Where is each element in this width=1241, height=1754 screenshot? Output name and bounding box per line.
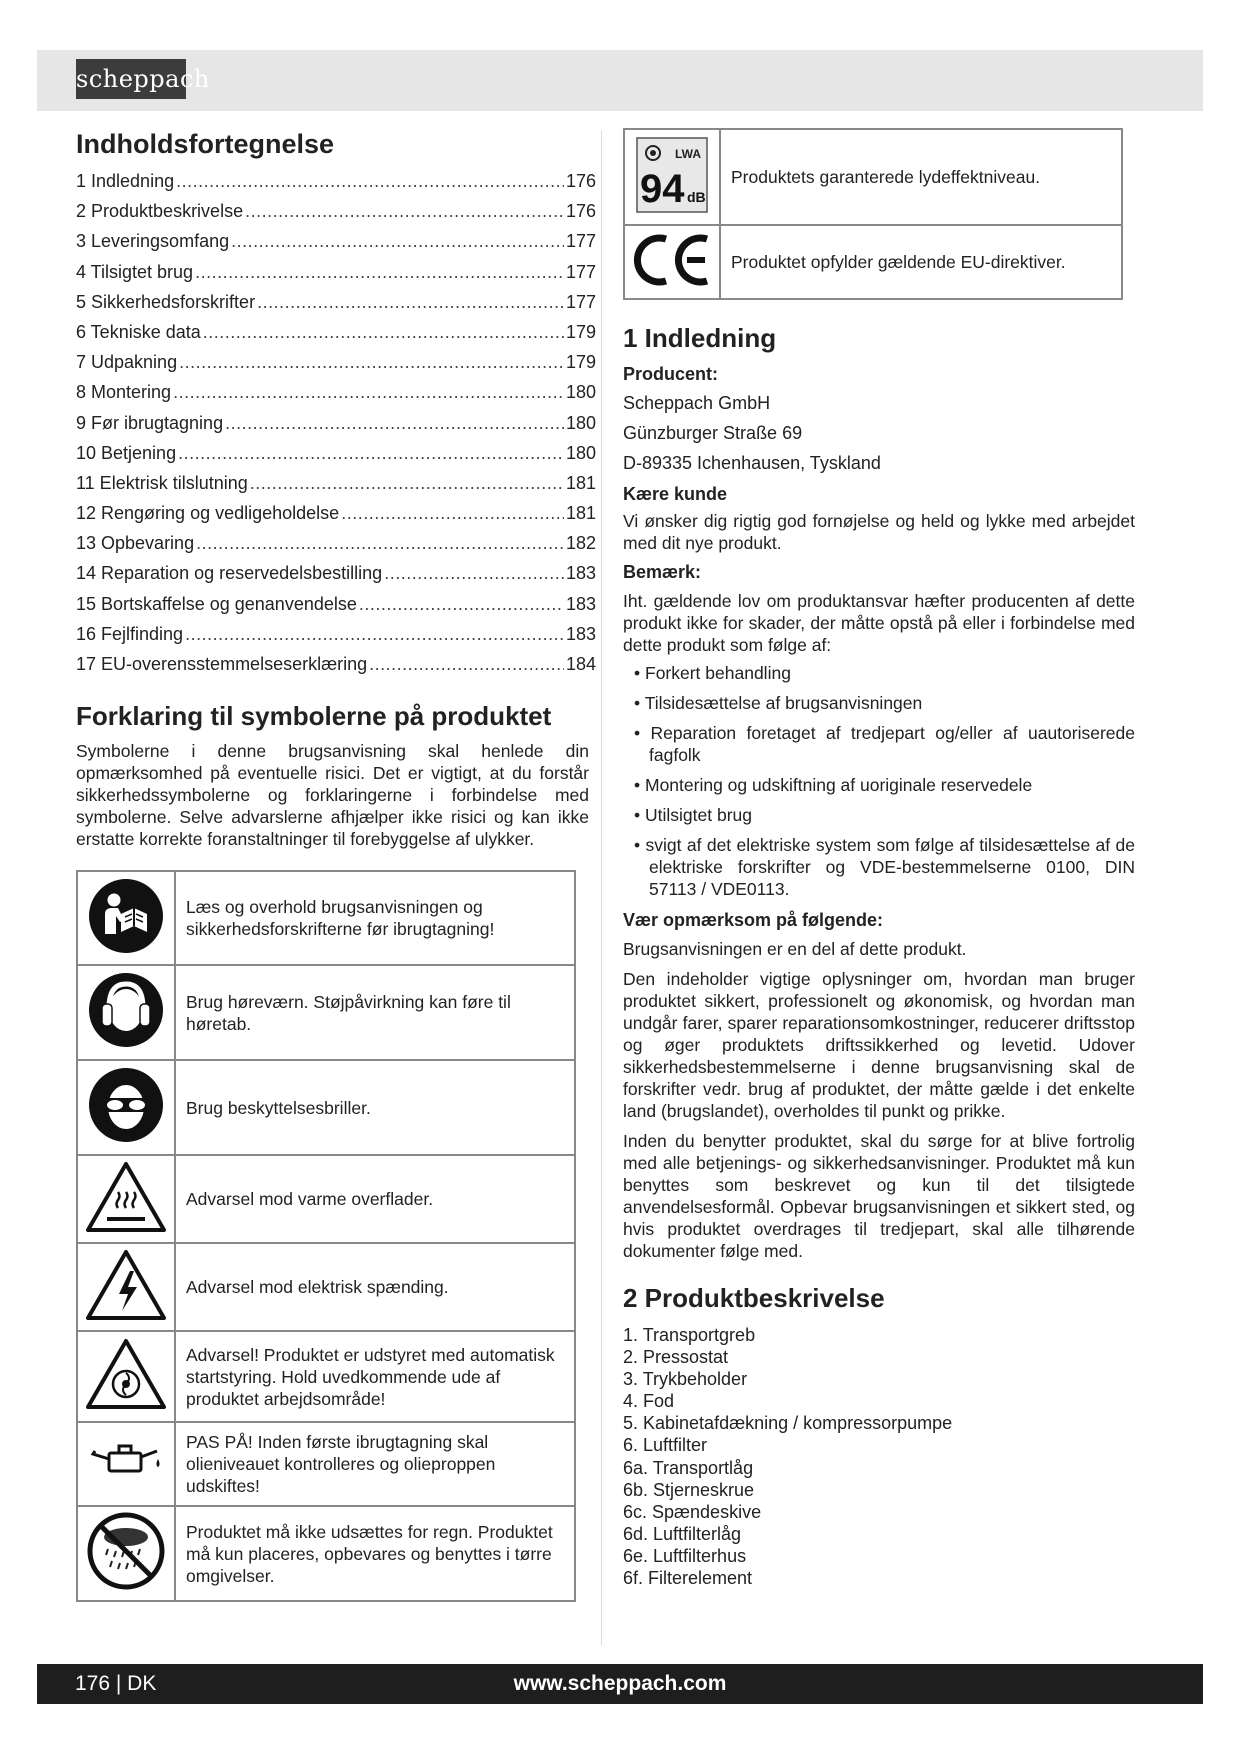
symbol-row <box>77 1155 575 1243</box>
symbol-text: Brug høreværn. Støjpåvirkning kan føre til høretab. <box>175 965 575 1060</box>
right-column <box>623 128 1135 1589</box>
toc-leader-dots <box>195 262 564 282</box>
part-item: 5. Kabinetafdækning / kompressorpumpe <box>623 1413 953 1434</box>
scheppach-logo: scheppach <box>76 59 186 99</box>
toc-entry-page: 181 <box>565 472 596 493</box>
toc-entry[interactable] <box>76 443 596 473</box>
toc-leader-dots <box>384 563 564 583</box>
toc-entry[interactable] <box>76 654 596 684</box>
symbols-heading: Forklaring til symbolerne på produktet <box>76 701 552 732</box>
toc-entry-page: 176 <box>565 201 596 222</box>
list-item: • Utilsigtet brug <box>623 804 1135 826</box>
note-label: Bemærk: <box>623 562 702 582</box>
toc-entry-page: 176 <box>565 171 596 191</box>
symbol-text: Produktet må ikke udsættes for regn. Produktet må kun placeres, opbevares og benyttes i tørre omgivelser. <box>175 1506 575 1601</box>
part-item: 3. Trykbeholder <box>623 1369 748 1390</box>
address-line: D-89335 Ichenhausen, Tyskland <box>623 453 881 473</box>
toc-entry[interactable] <box>76 171 596 201</box>
toc-entry[interactable] <box>76 413 596 443</box>
footer-url[interactable]: www.scheppach.com <box>513 1672 727 1695</box>
toc-leader-dots <box>225 413 564 433</box>
toc-entry-title: 13 Opbevaring <box>76 533 195 554</box>
toc-leader-dots <box>341 503 564 523</box>
part-item: 6b. Stjerneskrue <box>623 1479 755 1500</box>
symbol-row <box>77 965 575 1060</box>
toc-entry-page: 177 <box>565 261 596 282</box>
hot-surface-warning-icon <box>77 1155 175 1243</box>
footer-band <box>37 1664 1203 1704</box>
toc-entry-title: 7 Udpakning <box>76 352 178 373</box>
toc-entry[interactable] <box>76 352 596 382</box>
toc-leader-dots <box>185 624 564 644</box>
list-item: • svigt af det elektriske system som følge af tilsidesættelse af de elektriske forskrifter og VDE-bestemmelserne 0100, DIN 57113 / VDE0113. <box>623 834 1135 900</box>
toc-leader-dots <box>245 201 564 221</box>
symbol-row <box>77 1331 575 1422</box>
oil-can-icon <box>77 1422 175 1506</box>
symbol-row <box>77 871 575 965</box>
attention-text-2: Den indeholder vigtige oplysninger om, hvordan man bruger produktet sikkert, professionelt og økonomisk, og hvordan man undgår farer, sparer reparationsomkostninger, reducerer driftsstop og øger produktets driftssikkerhed og levetid. Udover sikkerhedsbestemmelserne i denne brugsanvisning skal de forskrifter vedr. brug af produktet, der måtte gælde i det enkelte land (brugslandet), overholdes til punkt og prikke. <box>623 969 1135 1121</box>
attention-text-1: Brugsanvisningen er en del af dette produkt. <box>623 939 967 959</box>
toc-entry[interactable] <box>76 594 596 624</box>
sound-power-unit: dB <box>687 188 706 205</box>
toc-entry-title: 5 Sikkerhedsforskrifter <box>76 291 256 312</box>
symbol-text: PAS PÅ! Inden første ibrugtagning skal olieniveauet kontrolleres og olieproppen udskiftes! <box>175 1422 575 1506</box>
symbols-table <box>76 870 576 1602</box>
sound-power-label: LWA <box>675 146 701 161</box>
toc-entry-page: 182 <box>565 533 596 554</box>
toc-entry-page: 180 <box>565 382 596 403</box>
toc-leader-dots <box>231 231 564 251</box>
toc-leader-dots <box>173 382 564 402</box>
toc-entry[interactable] <box>76 503 596 533</box>
toc-entry-page: 180 <box>565 412 596 433</box>
ce-mark-icon <box>624 225 720 299</box>
product-heading: 2 Produktbeskrivelse <box>623 1283 885 1313</box>
parts-list <box>623 1324 1135 1589</box>
symbol-text: Brug beskyttelsesbriller. <box>175 1060 575 1155</box>
column-divider <box>601 130 602 1645</box>
toc-entry-title: 14 Reparation og reservedelsbestilling <box>76 563 383 584</box>
safety-goggles-icon <box>77 1060 175 1155</box>
symbol-text: Advarsel mod varme overflader. <box>175 1155 575 1243</box>
toc-entry[interactable] <box>76 262 596 292</box>
symbol-text: Produktets garanterede lydeffektniveau. <box>720 129 1122 225</box>
sound-power-value: 94 <box>640 166 685 211</box>
toc-entry-title: 12 Rengøring og vedligeholdelse <box>76 503 340 524</box>
symbol-text: Advarsel! Produktet er udstyret med automatisk startstyring. Hold uvedkommende ude af produktet arbejdsområde! <box>175 1331 575 1422</box>
symbol-row <box>624 129 1122 225</box>
toc-leader-dots <box>203 322 564 342</box>
part-item: 6a. Transportlåg <box>623 1457 754 1478</box>
toc-entry[interactable] <box>76 473 596 503</box>
electric-voltage-warning-icon <box>77 1243 175 1331</box>
symbol-text: Produktet opfylder gældende EU-direktiver. <box>720 225 1122 299</box>
list-item: • Montering og udskiftning af uoriginale reservedele <box>623 774 1135 796</box>
sound-power-94db-icon <box>624 129 720 225</box>
ear-protection-icon <box>77 965 175 1060</box>
no-rain-icon <box>77 1506 175 1601</box>
toc-entry-page: 181 <box>565 503 596 524</box>
toc-entry-page: 184 <box>565 654 596 674</box>
toc-entry[interactable] <box>76 624 596 654</box>
toc-entry-page: 180 <box>565 442 596 463</box>
page-number: 176 | DK <box>75 1672 157 1695</box>
toc-entry[interactable] <box>76 292 596 322</box>
toc-entry[interactable] <box>76 563 596 593</box>
customer-label: Kære kunde <box>623 484 728 504</box>
attention-label: Vær opmærksom på følgende: <box>623 910 884 930</box>
list-item: • Forkert behandling <box>623 662 1135 684</box>
toc-leader-dots <box>257 292 564 312</box>
toc-entry-title: 10 Betjening <box>76 442 177 463</box>
toc-entry-page: 183 <box>565 563 596 584</box>
part-item: 2. Pressostat <box>623 1347 729 1368</box>
table-of-contents <box>76 171 596 684</box>
toc-entry-title: 4 Tilsigtet brug <box>76 261 194 282</box>
toc-entry-page: 183 <box>565 623 596 644</box>
toc-leader-dots <box>176 171 564 191</box>
address-line: Günzburger Straße 69 <box>623 423 803 443</box>
toc-leader-dots <box>359 594 564 614</box>
part-item: 6d. Luftfilterlåg <box>623 1523 742 1544</box>
toc-leader-dots <box>196 533 564 553</box>
symbol-row <box>77 1506 575 1601</box>
toc-entry-page: 179 <box>565 321 596 342</box>
toc-entry-title: 1 Indledning <box>76 171 175 191</box>
toc-entry-title: 6 Tekniske data <box>76 321 201 342</box>
toc-entry-page: 177 <box>565 291 596 312</box>
part-item: 6c. Spændeskive <box>623 1501 762 1522</box>
toc-entry-title: 16 Fejlfinding <box>76 623 184 644</box>
toc-entry-title: 15 Bortskaffelse og genanvendelse <box>76 593 357 614</box>
symbol-row <box>77 1243 575 1331</box>
symbol-text: Advarsel mod elektrisk spænding. <box>175 1243 575 1331</box>
toc-entry-title: 8 Montering <box>76 382 172 403</box>
symbols-intro: Symbolerne i denne brugsanvisning skal henlede din opmærksomhed på eventuelle risici. Det er vigtigt, at du forstår sikkerhedssymbolerne og forklaringerne i forbindelse med symbolerne. Selve advarslerne afhjælper ikke risici og kan ikke erstatte korrekte foranstaltninger til forebyggelse af ulykker. <box>76 741 589 850</box>
product-symbols-table <box>623 128 1123 300</box>
list-item: • Reparation foretaget af tredjepart og/eller af uautoriserede fagfolk <box>623 722 1135 766</box>
read-manual-icon <box>77 871 175 965</box>
toc-entry-title: 2 Produktbeskrivelse <box>76 201 244 222</box>
symbol-row <box>77 1060 575 1155</box>
header-band <box>37 50 1203 111</box>
toc-title: Indholdsfortegnelse <box>76 129 335 159</box>
part-item: 6. Luftfilter <box>623 1435 708 1456</box>
toc-leader-dots <box>178 443 564 463</box>
toc-entry-page: 177 <box>565 231 596 252</box>
part-item: 1. Transportgreb <box>623 1325 756 1345</box>
toc-entry-page: 183 <box>565 593 596 614</box>
symbol-row <box>624 225 1122 299</box>
attention-text-3: Inden du benytter produktet, skal du sørge for at blive fortrolig med alle betjenings- og sikkerhedsanvisninger. Produktet må kun benyttes som beskrevet og kun til det tilsigtede anvendelsesformål. Opbevar brugsanvisningen et sikkert sted, og hvis produktet overdrages til tredjepart, skal alle tilhørende dokumenter følge med. <box>623 1131 1135 1261</box>
symbol-text: Læs og overhold brugsanvisningen og sikkerhedsforskrifterne før ibrugtagning! <box>175 871 575 965</box>
toc-entry-page: 179 <box>565 352 596 373</box>
left-column <box>76 125 596 1602</box>
producer-label: Producent: <box>623 364 719 384</box>
toc-entry[interactable] <box>76 201 596 231</box>
part-item: 6f. Filterelement <box>623 1568 753 1589</box>
customer-text: Vi ønsker dig rigtig god fornøjelse og held og lykke med arbejdet med dit nye produkt. <box>623 511 1135 553</box>
address-line: Scheppach GmbH <box>623 393 771 413</box>
toc-entry[interactable] <box>76 382 596 412</box>
automatic-start-warning-icon <box>77 1331 175 1422</box>
intro-heading: 1 Indledning <box>623 323 777 353</box>
toc-leader-dots <box>369 654 564 674</box>
list-item: • Tilsidesættelse af brugsanvisningen <box>623 692 1135 714</box>
toc-leader-dots <box>250 473 564 493</box>
liability-bullets <box>623 662 1135 900</box>
toc-entry[interactable] <box>76 533 596 563</box>
symbol-row <box>77 1422 575 1506</box>
part-item: 6e. Luftfilterhus <box>623 1545 747 1566</box>
toc-entry[interactable] <box>76 231 596 261</box>
toc-entry-title: 11 Elektrisk tilslutning <box>76 472 248 493</box>
toc-entry-title: 17 EU-overensstemmelseserklæring <box>76 654 368 674</box>
producer-address <box>623 388 1135 478</box>
toc-leader-dots <box>179 352 564 372</box>
toc-entry-title: 9 Før ibrugtagning <box>76 412 224 433</box>
note-text: Iht. gældende lov om produktansvar hæfter producenten af dette produkt ikke for skader, der måtte opstå på eller i forbindelse med dette produkt som følge af: <box>623 591 1135 655</box>
part-item: 4. Fod <box>623 1391 675 1412</box>
toc-entry-title: 3 Leveringsomfang <box>76 231 230 252</box>
toc-entry[interactable] <box>76 322 596 352</box>
